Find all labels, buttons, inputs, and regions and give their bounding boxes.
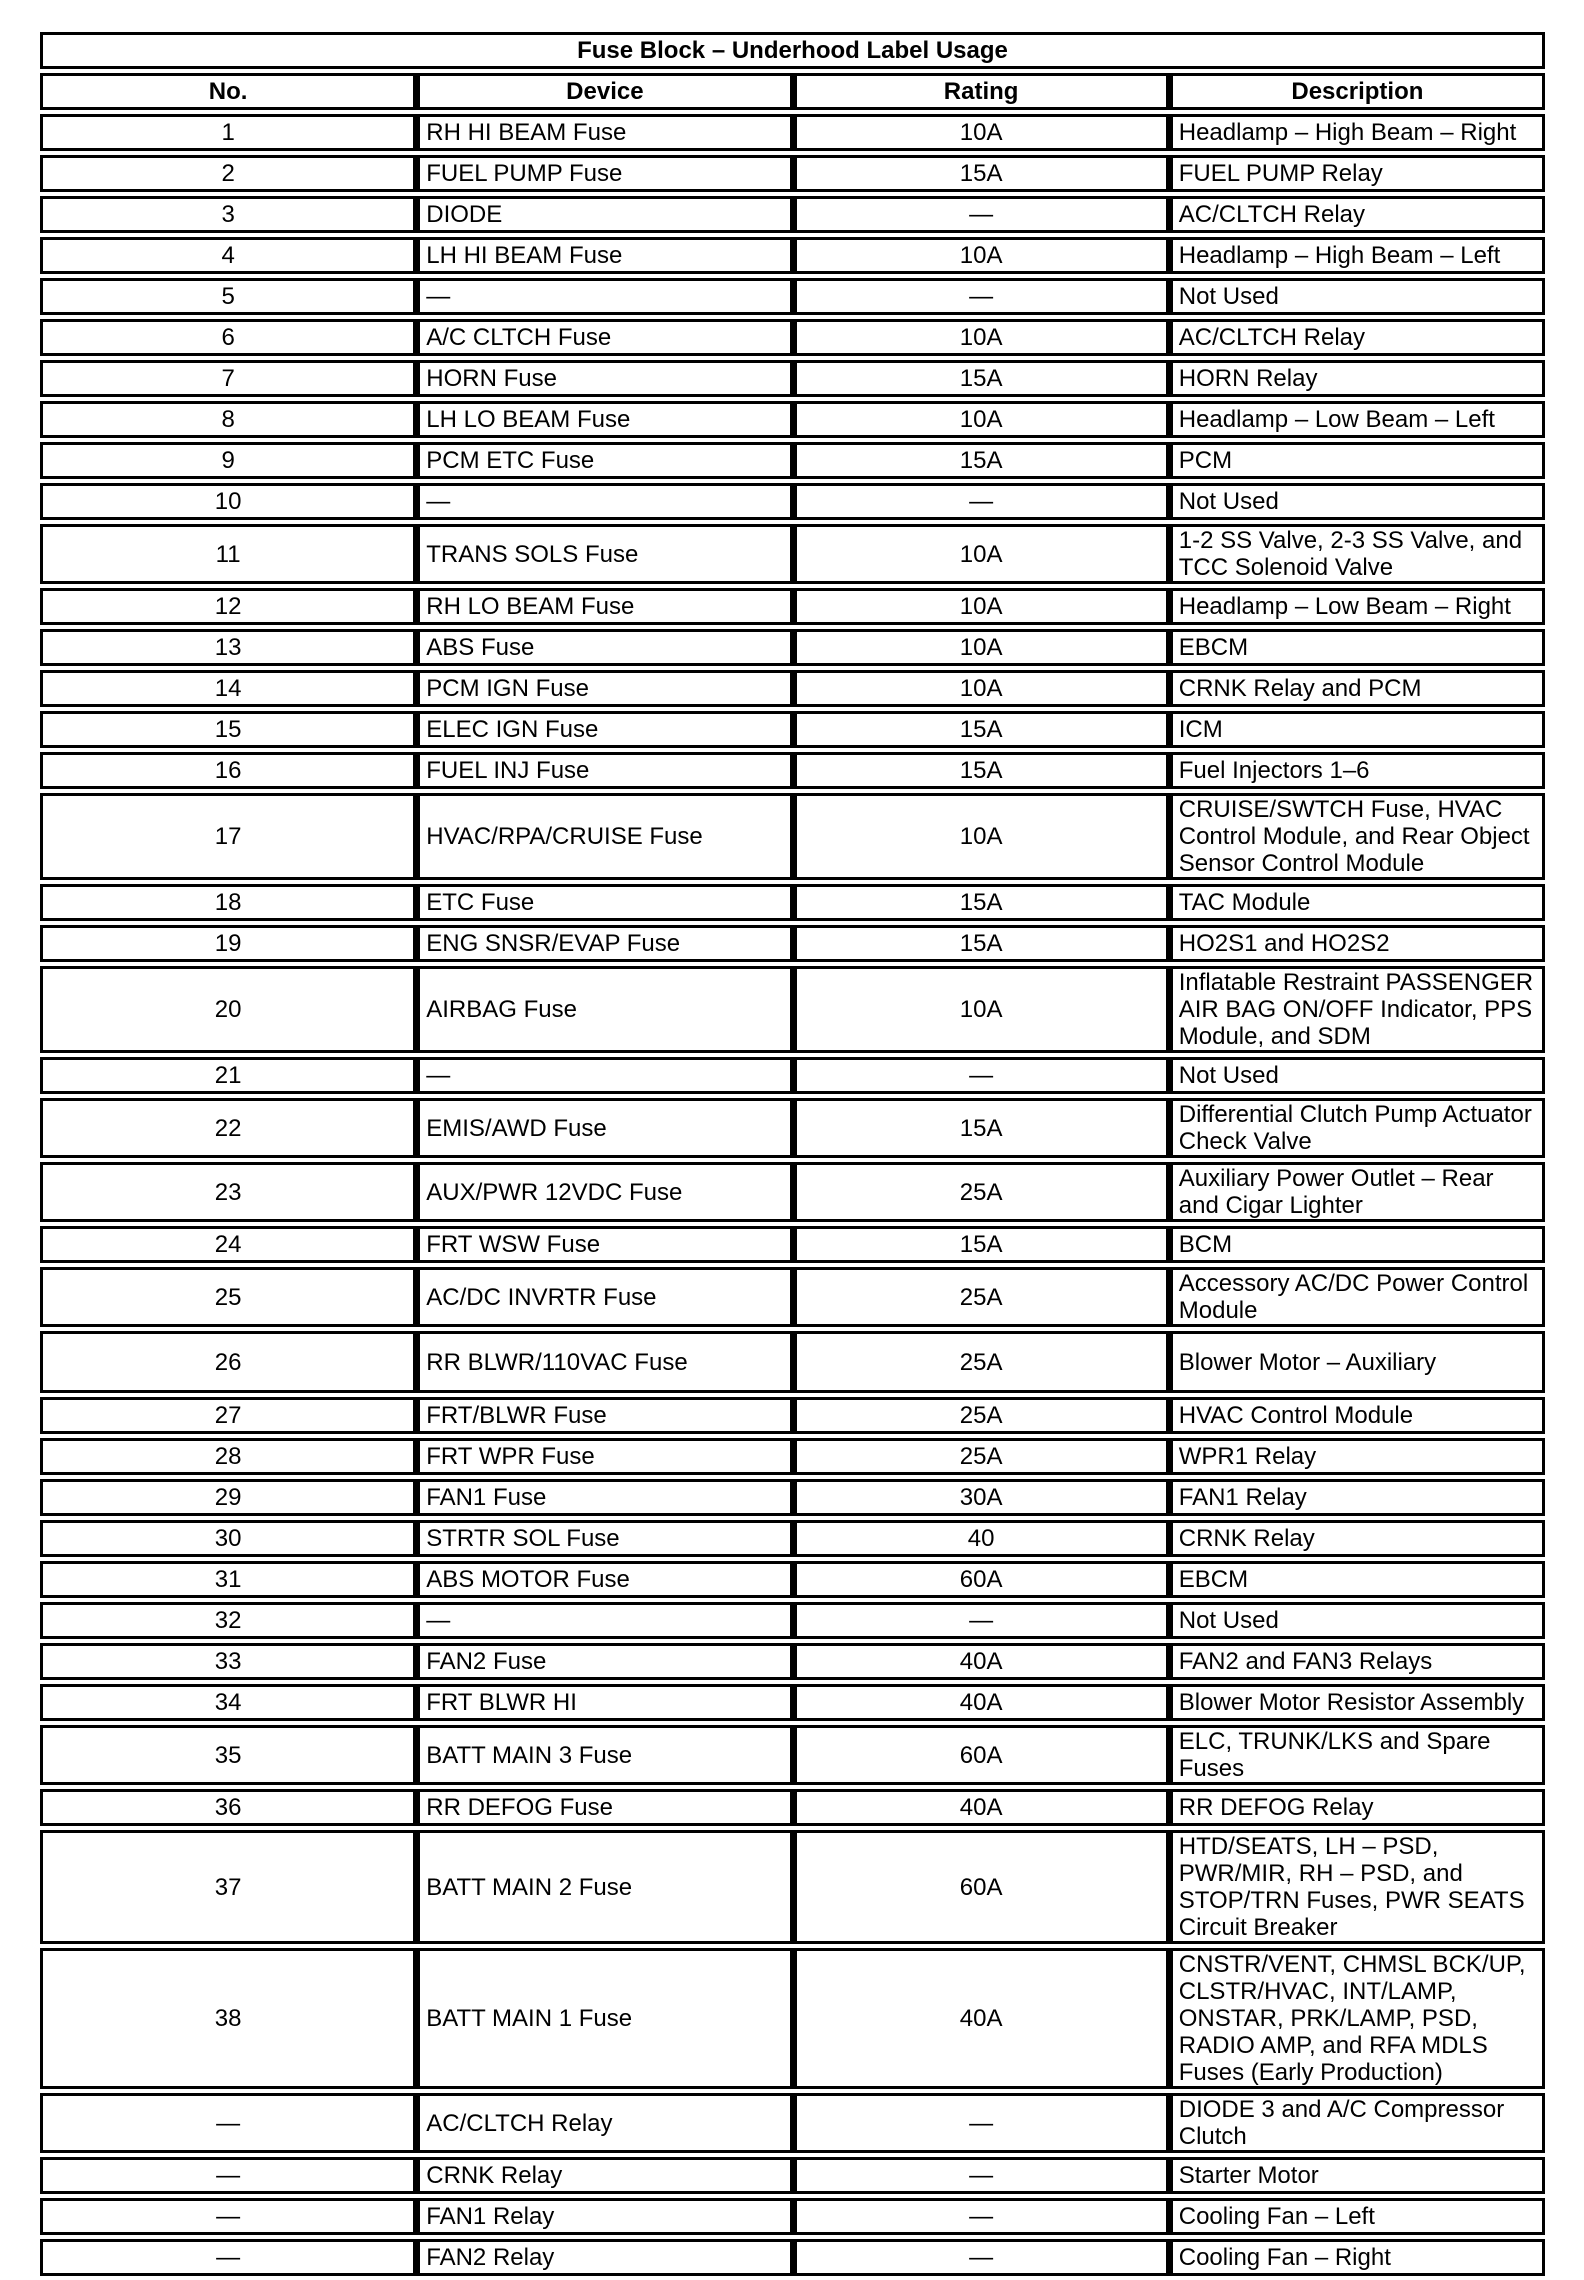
cell-device: FRT WSW Fuse — [416, 1226, 792, 1263]
cell-device: FAN1 Relay — [416, 2198, 792, 2235]
table-row — [40, 588, 1545, 625]
cell-rating: 10A — [793, 237, 1169, 274]
cell-rating: 10A — [793, 524, 1169, 584]
cell-description: RR DEFOG Relay — [1169, 1789, 1545, 1826]
cell-rating: 10A — [793, 629, 1169, 666]
cell-description: HTD/SEATS, LH – PSD, PWR/MIR, RH – PSD, and STOP/TRN Fuses, PWR SEATS Circuit Breaker — [1169, 1830, 1545, 1944]
cell-device: — — [416, 1057, 792, 1094]
cell-description: Auxiliary Power Outlet – Rear and Cigar Lighter — [1169, 1162, 1545, 1222]
cell-rating: — — [793, 1602, 1169, 1639]
cell-rating: — — [793, 2239, 1169, 2276]
cell-no: 28 — [40, 1438, 416, 1475]
cell-no: 17 — [40, 793, 416, 880]
table-row — [40, 114, 1545, 151]
cell-rating: 15A — [793, 155, 1169, 192]
cell-no: 27 — [40, 1397, 416, 1434]
cell-rating: 40A — [793, 1789, 1169, 1826]
cell-no: 14 — [40, 670, 416, 707]
cell-rating: 25A — [793, 1397, 1169, 1434]
cell-description: FAN2 and FAN3 Relays — [1169, 1643, 1545, 1680]
cell-device: FAN1 Fuse — [416, 1479, 792, 1516]
cell-description: CRNK Relay — [1169, 1520, 1545, 1557]
table-row — [40, 1684, 1545, 1721]
cell-rating: 60A — [793, 1725, 1169, 1785]
cell-no: — — [40, 2239, 416, 2276]
cell-description: Not Used — [1169, 483, 1545, 520]
cell-description: Blower Motor – Auxiliary — [1169, 1331, 1545, 1393]
cell-device: AC/CLTCH Relay — [416, 2093, 792, 2153]
header-rating: Rating — [793, 73, 1169, 110]
table-row — [40, 1561, 1545, 1598]
cell-device: RR BLWR/110VAC Fuse — [416, 1331, 792, 1393]
header-no: No. — [40, 73, 416, 110]
table-row — [40, 1331, 1545, 1393]
cell-description: HORN Relay — [1169, 360, 1545, 397]
table-row — [40, 1438, 1545, 1475]
cell-description: EBCM — [1169, 629, 1545, 666]
cell-device: LH LO BEAM Fuse — [416, 401, 792, 438]
table-row — [40, 711, 1545, 748]
cell-description: HVAC Control Module — [1169, 1397, 1545, 1434]
header-device: Device — [416, 73, 792, 110]
cell-description: Not Used — [1169, 278, 1545, 315]
cell-device: DIODE — [416, 196, 792, 233]
cell-description: CRNK Relay and PCM — [1169, 670, 1545, 707]
cell-device: LH HI BEAM Fuse — [416, 237, 792, 274]
cell-no: 37 — [40, 1830, 416, 1944]
cell-device: FUEL INJ Fuse — [416, 752, 792, 789]
table-row — [40, 2093, 1545, 2153]
cell-description: CNSTR/VENT, CHMSL BCK/UP, CLSTR/HVAC, INT/LAMP, ONSTAR, PRK/LAMP, PSD, RADIO AMP, and RFA MDLS Fuses (Early Production) — [1169, 1948, 1545, 2089]
table-row — [40, 1397, 1545, 1434]
table-row — [40, 524, 1545, 584]
cell-no: 24 — [40, 1226, 416, 1263]
cell-rating: 10A — [793, 114, 1169, 151]
table-row — [40, 237, 1545, 274]
cell-description: Headlamp – Low Beam – Right — [1169, 588, 1545, 625]
cell-no: 3 — [40, 196, 416, 233]
header-row — [40, 73, 1545, 110]
cell-no: 25 — [40, 1267, 416, 1327]
cell-description: ICM — [1169, 711, 1545, 748]
table-row — [40, 884, 1545, 921]
table-row — [40, 1267, 1545, 1327]
cell-description: Differential Clutch Pump Actuator Check Valve — [1169, 1098, 1545, 1158]
cell-no: 2 — [40, 155, 416, 192]
cell-description: FUEL PUMP Relay — [1169, 155, 1545, 192]
cell-rating: 10A — [793, 793, 1169, 880]
cell-device: STRTR SOL Fuse — [416, 1520, 792, 1557]
cell-rating: 25A — [793, 1438, 1169, 1475]
table-row — [40, 1057, 1545, 1094]
cell-rating: 40A — [793, 1643, 1169, 1680]
cell-rating: — — [793, 2198, 1169, 2235]
cell-no: 16 — [40, 752, 416, 789]
cell-description: PCM — [1169, 442, 1545, 479]
cell-no: 23 — [40, 1162, 416, 1222]
table-row — [40, 752, 1545, 789]
cell-rating: 40 — [793, 1520, 1169, 1557]
table-title: Fuse Block – Underhood Label Usage — [40, 32, 1545, 69]
cell-device: — — [416, 278, 792, 315]
table-row — [40, 1602, 1545, 1639]
cell-no: — — [40, 2198, 416, 2235]
cell-description: Blower Motor Resistor Assembly — [1169, 1684, 1545, 1721]
cell-rating: 10A — [793, 670, 1169, 707]
table-row — [40, 442, 1545, 479]
cell-device: ENG SNSR/EVAP Fuse — [416, 925, 792, 962]
table-row — [40, 1948, 1545, 2089]
cell-description: 1-2 SS Valve, 2-3 SS Valve, and TCC Solenoid Valve — [1169, 524, 1545, 584]
cell-device: BATT MAIN 1 Fuse — [416, 1948, 792, 2089]
cell-no: 6 — [40, 319, 416, 356]
cell-no: 32 — [40, 1602, 416, 1639]
cell-device: AC/DC INVRTR Fuse — [416, 1267, 792, 1327]
cell-no: 26 — [40, 1331, 416, 1393]
cell-no: 4 — [40, 237, 416, 274]
cell-device: HVAC/RPA/CRUISE Fuse — [416, 793, 792, 880]
cell-device: FRT WPR Fuse — [416, 1438, 792, 1475]
cell-description: BCM — [1169, 1226, 1545, 1263]
cell-rating: 30A — [793, 1479, 1169, 1516]
cell-device: PCM ETC Fuse — [416, 442, 792, 479]
cell-no: 15 — [40, 711, 416, 748]
cell-rating: 15A — [793, 1226, 1169, 1263]
cell-device: AUX/PWR 12VDC Fuse — [416, 1162, 792, 1222]
cell-rating: 15A — [793, 884, 1169, 921]
cell-description: Cooling Fan – Left — [1169, 2198, 1545, 2235]
table-row — [40, 155, 1545, 192]
cell-description: Inflatable Restraint PASSENGER AIR BAG ON/OFF Indicator, PPS Module, and SDM — [1169, 966, 1545, 1053]
cell-description: DIODE 3 and A/C Compressor Clutch — [1169, 2093, 1545, 2153]
cell-rating: 40A — [793, 1948, 1169, 2089]
cell-no: 11 — [40, 524, 416, 584]
cell-device: ABS MOTOR Fuse — [416, 1561, 792, 1598]
cell-no: 20 — [40, 966, 416, 1053]
table-row — [40, 925, 1545, 962]
cell-rating: 15A — [793, 360, 1169, 397]
cell-rating: — — [793, 1057, 1169, 1094]
fuse-usage-table — [40, 28, 1545, 2280]
cell-no: 31 — [40, 1561, 416, 1598]
cell-device: RR DEFOG Fuse — [416, 1789, 792, 1826]
cell-rating: 10A — [793, 588, 1169, 625]
cell-rating: — — [793, 2093, 1169, 2153]
table-row — [40, 1830, 1545, 1944]
cell-no: 36 — [40, 1789, 416, 1826]
cell-device: FRT/BLWR Fuse — [416, 1397, 792, 1434]
cell-description: EBCM — [1169, 1561, 1545, 1598]
title-row — [40, 32, 1545, 69]
cell-description: Not Used — [1169, 1057, 1545, 1094]
table-row — [40, 670, 1545, 707]
cell-device: FRT BLWR HI — [416, 1684, 792, 1721]
cell-rating: 60A — [793, 1561, 1169, 1598]
table-row — [40, 1520, 1545, 1557]
cell-rating: 10A — [793, 401, 1169, 438]
cell-device: BATT MAIN 3 Fuse — [416, 1725, 792, 1785]
table-row — [40, 483, 1545, 520]
table-row — [40, 1226, 1545, 1263]
table-row — [40, 1789, 1545, 1826]
cell-no: — — [40, 2093, 416, 2153]
cell-rating: — — [793, 196, 1169, 233]
cell-rating: 10A — [793, 319, 1169, 356]
cell-no: 8 — [40, 401, 416, 438]
cell-no: 30 — [40, 1520, 416, 1557]
cell-device: HORN Fuse — [416, 360, 792, 397]
cell-device: ABS Fuse — [416, 629, 792, 666]
table-row — [40, 360, 1545, 397]
cell-rating: 15A — [793, 925, 1169, 962]
table-row — [40, 2198, 1545, 2235]
cell-description: Fuel Injectors 1–6 — [1169, 752, 1545, 789]
cell-description: WPR1 Relay — [1169, 1438, 1545, 1475]
table-row — [40, 629, 1545, 666]
cell-description: Accessory AC/DC Power Control Module — [1169, 1267, 1545, 1327]
cell-device: CRNK Relay — [416, 2157, 792, 2194]
cell-no: 13 — [40, 629, 416, 666]
cell-rating: — — [793, 483, 1169, 520]
cell-rating: — — [793, 2157, 1169, 2194]
cell-device: TRANS SOLS Fuse — [416, 524, 792, 584]
cell-description: CRUISE/SWTCH Fuse, HVAC Control Module, and Rear Object Sensor Control Module — [1169, 793, 1545, 880]
cell-rating: 10A — [793, 966, 1169, 1053]
cell-no: 12 — [40, 588, 416, 625]
cell-rating: 15A — [793, 442, 1169, 479]
cell-description: HO2S1 and HO2S2 — [1169, 925, 1545, 962]
table-row — [40, 319, 1545, 356]
header-description: Description — [1169, 73, 1545, 110]
cell-description: ELC, TRUNK/LKS and Spare Fuses — [1169, 1725, 1545, 1785]
cell-no: 1 — [40, 114, 416, 151]
cell-rating: 25A — [793, 1267, 1169, 1327]
cell-rating: 40A — [793, 1684, 1169, 1721]
cell-device: — — [416, 1602, 792, 1639]
cell-rating: 15A — [793, 752, 1169, 789]
cell-device: FAN2 Fuse — [416, 1643, 792, 1680]
cell-description: Headlamp – High Beam – Left — [1169, 237, 1545, 274]
table-row — [40, 793, 1545, 880]
cell-no: — — [40, 2157, 416, 2194]
cell-description: TAC Module — [1169, 884, 1545, 921]
table-row — [40, 196, 1545, 233]
table-row — [40, 1643, 1545, 1680]
cell-device: BATT MAIN 2 Fuse — [416, 1830, 792, 1944]
cell-no: 22 — [40, 1098, 416, 1158]
cell-no: 34 — [40, 1684, 416, 1721]
cell-no: 10 — [40, 483, 416, 520]
cell-description: AC/CLTCH Relay — [1169, 319, 1545, 356]
table-row — [40, 1098, 1545, 1158]
cell-device: — — [416, 483, 792, 520]
cell-device: FUEL PUMP Fuse — [416, 155, 792, 192]
table-row — [40, 2239, 1545, 2276]
cell-description: Starter Motor — [1169, 2157, 1545, 2194]
table-row — [40, 1162, 1545, 1222]
cell-rating: — — [793, 278, 1169, 315]
cell-no: 38 — [40, 1948, 416, 2089]
table-row — [40, 1725, 1545, 1785]
cell-no: 35 — [40, 1725, 416, 1785]
cell-device: A/C CLTCH Fuse — [416, 319, 792, 356]
cell-device: AIRBAG Fuse — [416, 966, 792, 1053]
cell-device: ELEC IGN Fuse — [416, 711, 792, 748]
cell-rating: 60A — [793, 1830, 1169, 1944]
cell-rating: 15A — [793, 711, 1169, 748]
cell-device: RH LO BEAM Fuse — [416, 588, 792, 625]
cell-device: PCM IGN Fuse — [416, 670, 792, 707]
cell-description: FAN1 Relay — [1169, 1479, 1545, 1516]
cell-no: 9 — [40, 442, 416, 479]
cell-description: AC/CLTCH Relay — [1169, 196, 1545, 233]
table-body — [40, 114, 1545, 2276]
table-row — [40, 278, 1545, 315]
cell-description: Headlamp – Low Beam – Left — [1169, 401, 1545, 438]
table-row — [40, 2157, 1545, 2194]
cell-no: 19 — [40, 925, 416, 962]
cell-rating: 25A — [793, 1331, 1169, 1393]
cell-device: EMIS/AWD Fuse — [416, 1098, 792, 1158]
cell-rating: 25A — [793, 1162, 1169, 1222]
cell-no: 5 — [40, 278, 416, 315]
cell-no: 21 — [40, 1057, 416, 1094]
cell-device: RH HI BEAM Fuse — [416, 114, 792, 151]
table-row — [40, 401, 1545, 438]
cell-no: 18 — [40, 884, 416, 921]
cell-description: Headlamp – High Beam – Right — [1169, 114, 1545, 151]
cell-no: 33 — [40, 1643, 416, 1680]
cell-no: 29 — [40, 1479, 416, 1516]
cell-rating: 15A — [793, 1098, 1169, 1158]
cell-device: FAN2 Relay — [416, 2239, 792, 2276]
cell-description: Cooling Fan – Right — [1169, 2239, 1545, 2276]
cell-description: Not Used — [1169, 1602, 1545, 1639]
cell-no: 7 — [40, 360, 416, 397]
table-row — [40, 966, 1545, 1053]
cell-device: ETC Fuse — [416, 884, 792, 921]
table-row — [40, 1479, 1545, 1516]
